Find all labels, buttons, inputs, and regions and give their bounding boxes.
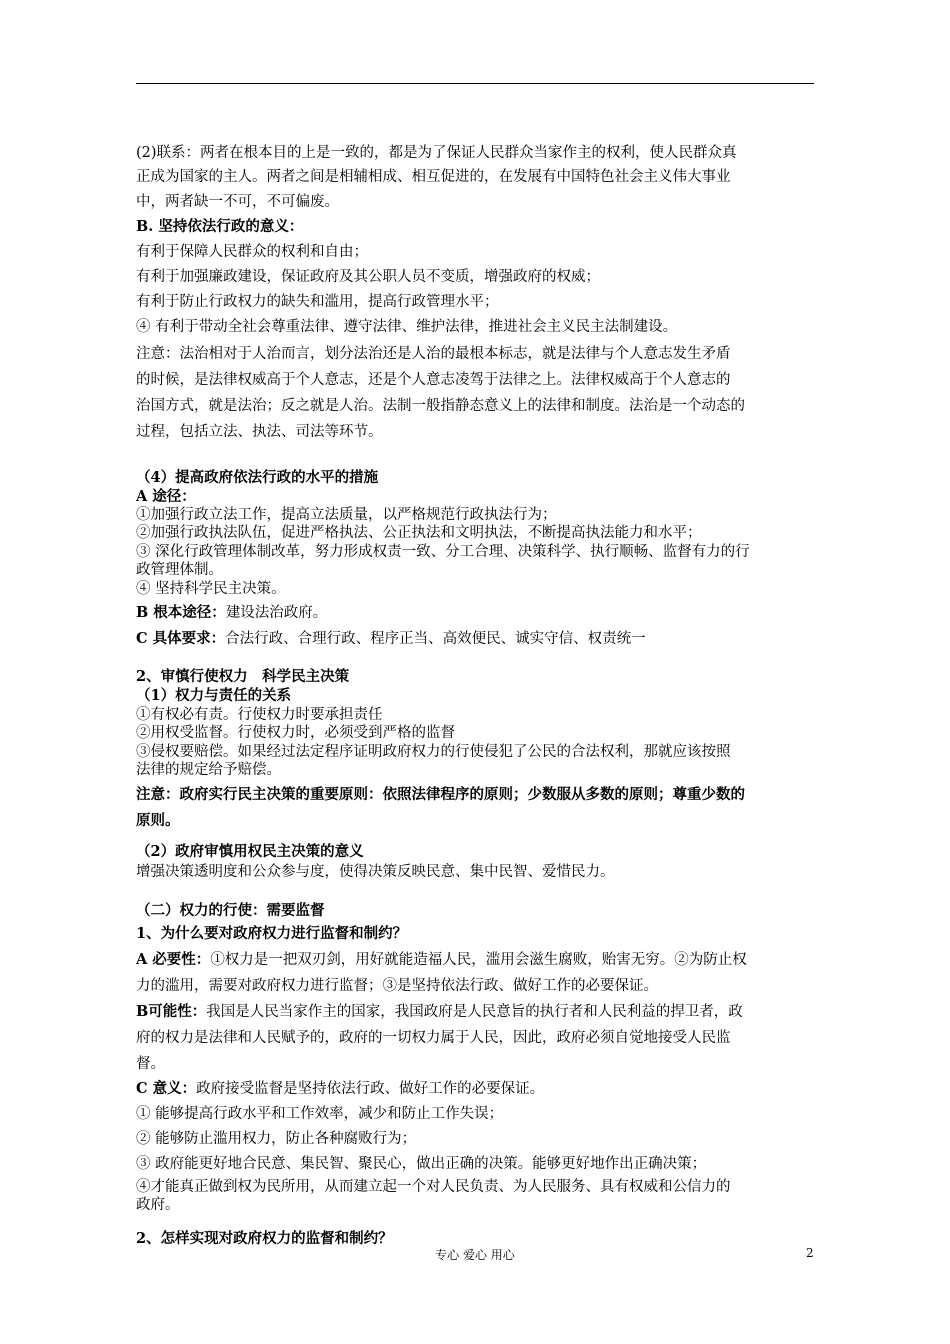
list-item: 有利于保障人民群众的权利和自由； [136,244,368,260]
list-item: 法律的规定给予赔偿。 [136,762,281,778]
paragraph-line: 中，两者缺一不可，不可偏废。 [136,194,339,210]
paragraph-line: 正成为国家的主人。两者之间是相辅相成、相互促进的，在发展有中国特色社会主义伟大事业 [136,169,731,185]
list-item: ①加强行政立法工作，提高立法质量，以严格规范行政执法行为； [136,507,557,523]
note-line: 原则。 [136,812,180,829]
section-heading: （二）权力的行使：需要监督 [136,902,325,919]
subsection-label: A 途径： [136,488,196,505]
list-item: ①有权必有责。行使权力时要承担责任 [136,707,383,723]
paragraph-line [136,1080,544,1098]
label: B 根本途径： [136,604,226,621]
list-item: 政管理体制。 [136,562,223,578]
list-item: 有利于加强廉政建设，保证政府及其公职人员不变质，增强政府的权威； [136,269,600,285]
subsection-line [136,604,327,622]
text: 我国是人民当家作主的国家，我国政府是人民意旨的执行者和人民利益的捍卫者，政 [206,1004,743,1020]
paragraph-line [136,1003,743,1021]
list-item: 有利于防止行政权力的缺失和滥用，提高行政管理水平； [136,294,499,310]
list-item: ③侵权要赔偿。如果经过法定程序证明政府权力的行使侵犯了公民的合法权利，那就应该按照 [136,744,731,760]
list-item: ④ 有利于带动全社会尊重法律、遵守法律、维护法律，推进社会主义民主法制建设。 [136,319,678,335]
note-line: 治国方式，就是法治；反之就是人治。法制一般指静态意义上的法律和制度。法治是一个动态的 [136,398,745,414]
list-item: ④才能真正做到权为民所用，从而建立起一个对人民负责、为人民服务、具有权威和公信力的 [136,1179,731,1195]
paragraph-line: 府的权力是法律和人民赋予的，政府的一切权力属于人民，因此，政府必须自觉地接受人民监 [136,1030,731,1046]
section-heading: 2、审慎行使权力 科学民主决策 [136,668,350,685]
subsection-line [136,630,646,648]
page-number: 2 [806,1246,814,1260]
note-line: 注意：法治相对于人治而言，划分法治还是人治的最根本标志，就是法律与个人意志发生矛盾 [136,346,731,362]
question-heading: 1、为什么要对政府权力进行监督和制约？ [136,925,408,942]
text: 政府接受监督是坚持依法行政、做好工作的必要保证。 [196,1081,545,1097]
list-item: 政府。 [136,1197,180,1213]
label: A 必要性： [136,951,211,968]
label: B可能性： [136,1003,207,1020]
text: ①权力是一把双刃剑，用好就能造福人民，滥用会滋生腐败，贻害无穷。②为防止权 [210,952,747,968]
list-item: ① 能够提高行政水平和工作效率，减少和防止工作失误； [136,1106,504,1122]
list-item: ②加强行政执法队伍，促进严格执法、公正执法和文明执法，不断提高执法能力和水平； [136,525,702,541]
paragraph-line: 增强决策透明度和公众参与度，使得决策反映民意、集中民智、爱惜民力。 [136,864,615,880]
label: C 具体要求： [136,630,226,647]
note-line: 过程，包括立法、执法、司法等环节。 [136,424,383,440]
section-heading: B. 坚持依法行政的意义： [136,218,304,235]
note-line: 的时候，是法律权威高于个人意志，还是个人意志凌驾于法律之上。法律权威高于个人意志的 [136,372,731,388]
list-item: ③ 深化行政管理体制改革，努力形成权责一致、分工合理、决策科学、执行顺畅、监督有力的行 [136,544,750,560]
list-item: ②用权受监督。行使权力时，必须受到严格的监督 [136,725,455,741]
footer-text: 专心 爱心 用心 [435,1248,515,1262]
paragraph-line: (2)联系：两者在根本目的上是一致的，都是为了保证人民群众当家作主的权利，使人民群众真 [136,145,737,161]
list-item: ④ 坚持科学民主决策。 [136,581,286,597]
question-heading: 2、怎样实现对政府权力的监督和制约？ [136,1230,393,1247]
text: 建设法治政府。 [225,605,328,621]
text: 合法行政、合理行政、程序正当、高效便民、诚实守信、权责统一 [225,631,646,647]
header-rule [136,83,814,84]
label: C 意义： [136,1080,197,1097]
list-item: ③ 政府能更好地合民意、集民智、聚民心，做出正确的决策。能够更好地作出正确决策； [136,1156,707,1172]
subsection-heading: （2）政府审慎用权民主决策的意义 [136,843,364,860]
note-line: 注意：政府实行民主决策的重要原则：依照法律程序的原则；少数服从多数的原则；尊重少数的 [136,786,745,803]
paragraph-line: 力的滥用，需要对政府权力进行监督；③是坚持依法行政、做好工作的必要保证。 [136,978,658,994]
paragraph-line [136,951,747,969]
section-heading: （4）提高政府依法行政的水平的措施 [136,469,379,486]
list-item: ② 能够防止滥用权力，防止各种腐败行为； [136,1131,417,1147]
subsection-heading: （1）权力与责任的关系 [136,687,292,704]
paragraph-line: 督。 [136,1056,165,1072]
